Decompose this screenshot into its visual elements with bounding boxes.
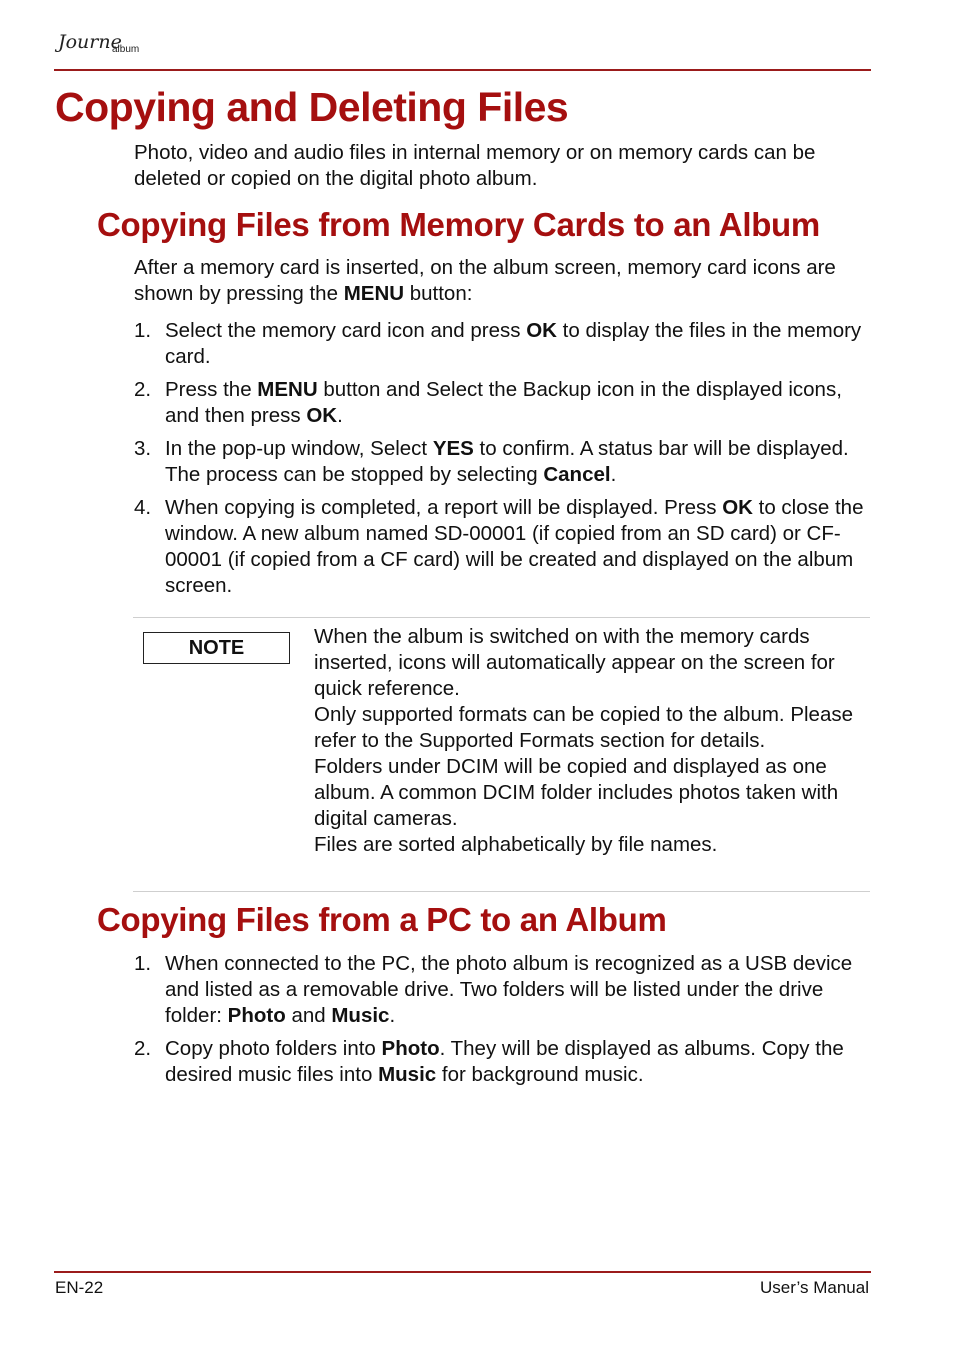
text: When connected to the PC, the photo album is recognized as a USB device and listed as a removable drive. Two folders will be listed under the drive folder: [165, 952, 853, 1027]
page-title: Copying and Deleting Files [55, 84, 569, 130]
note-line: Folders under DCIM will be copied and displayed as one album. A common DCIM folder includes photos taken with digital cameras. [314, 755, 839, 830]
text: Press the [165, 378, 258, 401]
list-item [134, 377, 874, 429]
list-item [134, 495, 874, 599]
note-line: Only supported formats can be copied to the album. Please refer to the Supported Formats section for details. [314, 703, 854, 752]
list-item [134, 1036, 874, 1088]
bold-text: Music [331, 1004, 390, 1027]
text: button: [404, 282, 473, 305]
text: . They will be displayed as albums. Copy the desired music files into [165, 1037, 844, 1086]
text: for background music. [436, 1063, 644, 1086]
text: When copying is completed, a report will be displayed. Press [165, 496, 723, 519]
text: In the pop-up window, Select [165, 437, 433, 460]
note-text [314, 624, 869, 858]
bold-text: MENU [257, 378, 318, 401]
text: to close the window. A new album named SD-00001 (if copied from an SD card) or CF-00001 (if copied from a CF card) will be created and displayed on the album screen. [165, 496, 864, 597]
step-number: 2. [134, 1037, 152, 1060]
section2-heading: Copying Files from a PC to an Album [97, 901, 667, 938]
step-number: 1. [134, 952, 152, 975]
bold-text: MENU [343, 282, 405, 305]
text: Copy photo folders into [165, 1037, 382, 1060]
bold-text: YES [432, 437, 474, 460]
note-label: NOTE [143, 632, 290, 664]
bold-text: Photo [227, 1004, 286, 1027]
text: button and Select the Backup icon in the displayed icons, and then press [165, 378, 842, 427]
text: to confirm. A status bar will be displayed. The process can be stopped by selecting [165, 437, 849, 486]
page-number: EN-22 [55, 1278, 104, 1297]
text: . [610, 463, 617, 486]
bold-text: OK [722, 496, 753, 519]
note-box [133, 617, 870, 892]
text: Select the memory card icon and press [165, 319, 527, 342]
list-item [134, 436, 874, 488]
step-number: 3. [134, 437, 152, 460]
logo-script: Journe [58, 31, 122, 53]
logo-small: album [112, 44, 140, 55]
text: and [285, 1004, 332, 1027]
section1-intro [134, 255, 874, 307]
journe-album-logo [52, 24, 162, 64]
step-number: 4. [134, 496, 152, 519]
note-line: When the album is switched on with the memory cards inserted, icons will automatically appear on the screen for quick reference. [314, 625, 835, 700]
section1-heading: Copying Files from Memory Cards to an Album [97, 206, 820, 243]
step-number: 2. [134, 378, 152, 401]
intro-paragraph: Photo, video and audio files in internal memory or on memory cards can be deleted or copied on the digital photo album. [134, 141, 816, 190]
bold-text: Photo [381, 1037, 440, 1060]
text: After a memory card is inserted, on the album screen, memory card icons are shown by pressing the [134, 256, 836, 305]
bold-text: Cancel [543, 463, 611, 486]
step-number: 1. [134, 319, 152, 342]
text: . [337, 404, 343, 427]
manual-title: User’s Manual [760, 1278, 869, 1297]
bold-text: OK [526, 319, 557, 342]
list-item [134, 318, 874, 370]
bold-text: OK [306, 404, 338, 427]
footer-rule [54, 1271, 871, 1273]
list-item [134, 951, 874, 1029]
text: to display the files in the memory card. [165, 319, 862, 368]
section1-steps [134, 318, 874, 606]
note-line: Files are sorted alphabetically by file names. [314, 833, 718, 856]
section2-steps [134, 951, 874, 1095]
header-rule [54, 69, 871, 71]
text: . [389, 1004, 396, 1027]
bold-text: Music [378, 1063, 437, 1086]
